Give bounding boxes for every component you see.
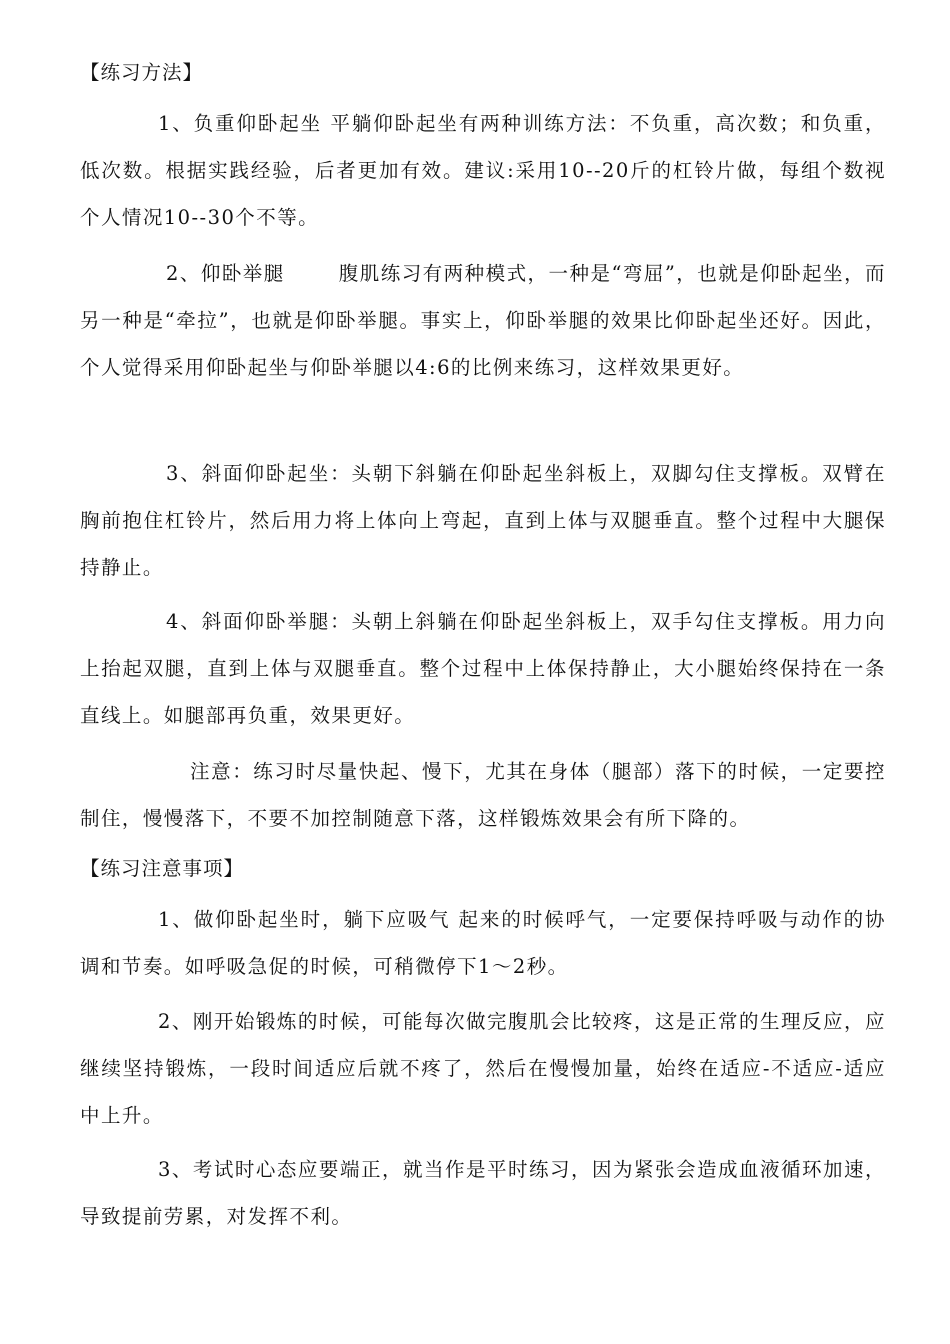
paragraph-precaution-soreness: 2、刚开始锻炼的时候，可能每次做完腹肌会比较疼，这是正常的生理反应，应继续坚持锻炼，一段时间适应后就不疼了，然后在慢慢加量，始终在适应-不适应-适应中上升。 [80,1010,886,1127]
section-heading-precautions: 【练习注意事项】 [80,857,245,880]
paragraph-precaution-breathing: 1、做仰卧起坐时，躺下应吸气 起来的时候呼气，一定要保持呼吸与动作的协调和节奏。如呼吸急促的时候，可稍微停下1～2秒。 [80,908,886,978]
paragraph-precaution-mindset: 3、考试时心态应要端正，就当作是平时练习，因为紧张会造成血液循环加速，导致提前劳累，对发挥不利。 [80,1158,886,1228]
paragraph-incline-leg-raises: 4、斜面仰卧举腿：头朝上斜躺在仰卧起坐斜板上，双手勾住支撑板。用力向上抬起双腿，直到上体与双腿垂直。整个过程中上体保持静止，大小腿始终保持在一条直线上。如腿部再负重，效果更好。 [80,610,886,727]
paragraph-text: 腹肌练习有两种模式，一种是“弯屈”，也就是仰卧起坐，而另一种是“牵拉”，也就是仰卧举腿。事实上，仰卧举腿的效果比仰卧起坐还好。因此，个人觉得采用仰卧起坐与仰卧举腿以4:6的比例来练习，这样效果更好。 [80,262,887,379]
paragraph-weighted-situps [80,100,886,241]
paragraph-leg-raises [80,250,886,391]
paragraph-incline-situps: 3、斜面仰卧起坐：头朝下斜躺在仰卧起坐斜板上，双脚勾住支撑板。双臂在胸前抱住杠铃片，然后用力将上体向上弯起，直到上体与双腿垂直。整个过程中大腿保持静止。 [80,462,886,579]
paragraph-title: 1、负重仰卧起坐 [158,112,322,135]
section-heading-practice-methods: 【练习方法】 [80,61,204,84]
paragraph-note: 注意：练习时尽量快起、慢下，尤其在身体（腿部）落下的时候，一定要控制住，慢慢落下，不要不加控制随意下落，这样锻炼效果会有所下降的。 [80,760,886,830]
paragraph-text: 平躺仰卧起坐有两种训练方法：不负重，高次数；和负重，低次数。根据实践经验，后者更加有效。建议:采用10--20斤的杠铃片做，每组个数视个人情况10--30个不等。 [80,112,887,229]
paragraph-title: 2、仰卧举腿 [166,262,285,285]
